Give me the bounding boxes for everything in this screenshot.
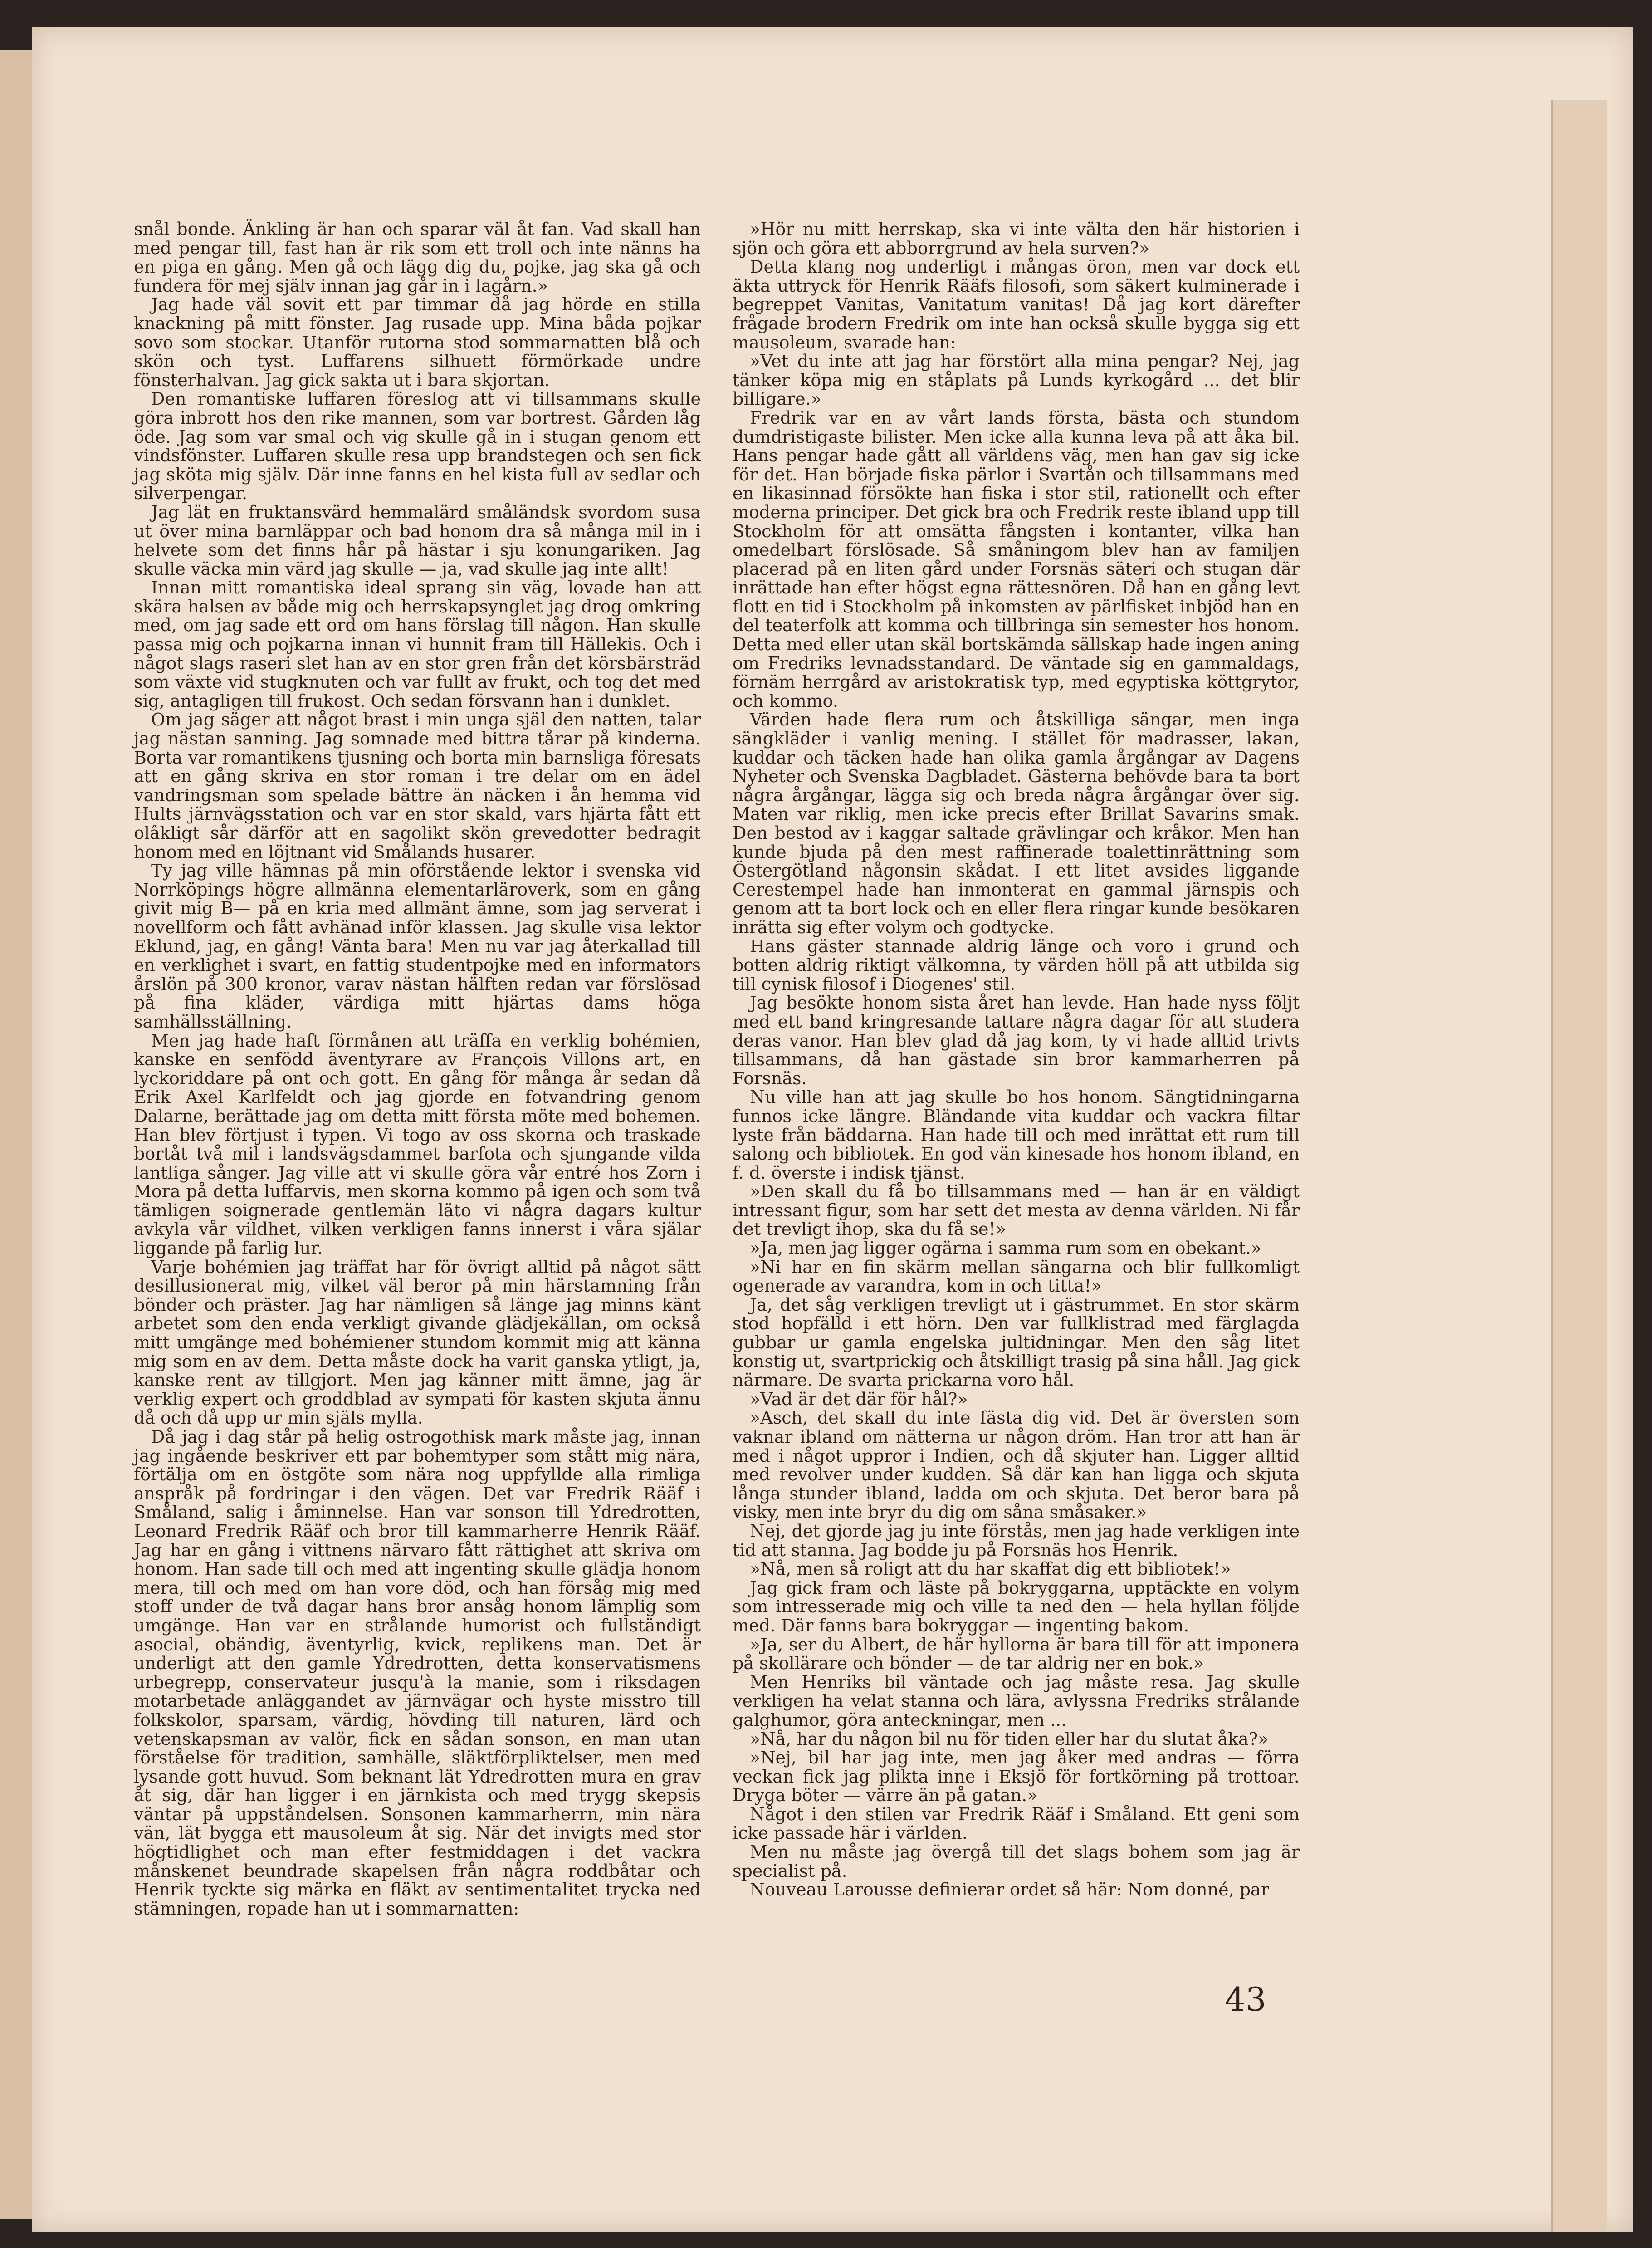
paragraph: Detta klang nog underligt i mångas öron, men var dock ett äkta uttryck för Henrik Rääfs filosofi, som säkert kulminerade i begreppet Vanitas, Vanitatum vanitas! Då jag kort därefter frågade brodern Fredrik om inte han också skulle bygga sig ett mausoleum, svarade han:: [733, 257, 1300, 353]
paragraph: Den romantiske luffaren föreslog att vi tillsammans skulle göra inbrott hos den rike mannen, som var bortrest. Gården låg öde. Jag som var smal och vig skulle gå in i stugan genom ett vindsfönster. Luffaren skulle resa upp brandstegen och sen fick jag sköta mig själv. Där inne fanns en hel kista full av sedlar och silverpengar.: [134, 389, 701, 504]
book-page-edge-left: [0, 50, 32, 2219]
paragraph: »Den skall du få bo tillsammans med — han är en väldigt intressant figur, som har sett det mesta av denna världen. Ni får det trevligt ihop, ska du få se!»: [733, 1181, 1300, 1239]
paragraph: Hans gäster stannade aldrig länge och voro i grund och botten aldrig riktigt välkomna, ty värden höll på att utbilda sig till cynisk filosof i Diogenes' stil.: [733, 936, 1300, 994]
paragraph: Men jag hade haft förmånen att träffa en verklig bohémien, kanske en senfödd äventyrare av François Villons art, en lyckoriddare på ont och gott. En gång för många år sedan då Erik Axel Karlfeldt och jag gjorde en fotvandring genom Dalarne, berättade jag om detta mitt första möte med bohemen. Han blev förtjust i typen. Vi togo av oss skorna och traskade bortåt två mil i landsvägsdammet barfota och sjungande vilda lantliga sånger. Jag ville att vi skulle göra vår entré hos Zorn i Mora på detta luffarvis, men skorna kommo på igen och som två tämligen soignerade gentlemän läto vi några dagars kultur avkyla vår vildhet, vilken verkligen fanns innerst i våra själar liggande på farlig lur.: [134, 1030, 701, 1259]
paragraph: Fredrik var en av vårt lands första, bästa och stundom dumdristigaste bilister. Men icke alla kunna leva på att åka bil. Hans pengar hade gått all världens väg, men han gav sig icke för det. Han började fiska pärlor i Svartån och tillsammans med en likasinnad försökte han fiska i stor stil, rationellt och efter moderna principer. Det gick bra och Fredrik reste ibland upp till Stockholm för att omsätta fångsten i kontanter, vilka han omedelbart förslösade. Så småningom blev han av familjen placerad på en liten gård under Forsnäs säteri och stugan där inrättade han efter högst egna rättesnören. Då han en gång levt flott en tid i Stockholm på inkomsten av pärlfisket inbjöd han en del teaterfolk att komma och tillbringa sin semester hos honom. Detta med eller utan skäl bortskämda sällskap hade ingen aning om Fredriks levnadsstandard. De väntade sig en gammaldags, förnäm herrgård av aristokratisk typ, med egyptiska köttgrytor, och kommo.: [733, 407, 1300, 711]
paragraph: Jag gick fram och läste på bokryggarna, upptäckte en volym som intresserade mig och ville ta ned den — hela hyllan följde med. Där fanns bara bokryggar — ingenting bakom.: [733, 1577, 1300, 1636]
paragraph: »Vad är det där för hål?»: [750, 1389, 968, 1409]
paragraph: Värden hade flera rum och åtskilliga sängar, men inga sängkläder i vanlig mening. I stället för madrasser, lakan, kuddar och täcken hade han olika gamla årgångar av Dagens Nyheter och Svenska Dagbladet. Gästerna behövde bara ta bort några årgångar, lägga sig och breda några årgångar över sig. Maten var riklig, men icke precis efter Brillat Savarins smak. Den bestod av i kaggar saltade grävlingar och kråkor. Men han kunde bjuda på den mest raffinerade toalettinrättning som Östergötland någonsin skådat. I ett litet avsides liggande Cerestempel hade han inmonterat en gammal järnspis och genom att ta bort lock och en eller flera ringar kunde besökaren inrätta sig efter volym och godtycke.: [733, 710, 1300, 937]
paragraph: »Ja, ser du Albert, de här hyllorna är bara till för att imponera på skollärare och bönder — de tar aldrig ner en bok.»: [733, 1634, 1300, 1674]
paragraph: Innan mitt romantiska ideal sprang sin väg, lovade han att skära halsen av både mig och herrskapsynglet jag drog omkring med, om jag sade ett ord om hans förslag till någon. Han skulle passa mig och pojkarna innan vi hunnit fram till Hällekis. Och i något slags raseri slet han av en stor gren från det körsbärsträd som växte vid stugknuten och var fullt av frukt, och tog det med sig, antagligen till frukost. Och sedan försvann han i dunklet.: [134, 578, 701, 711]
paragraph: »Nej, bil har jag inte, men jag åker med andras — förra veckan fick jag plikta inne i Eksjö för fortkörning på trottoar. Dryga böter — värre än på gatan.»: [733, 1748, 1300, 1806]
book-page-edge-right: [1551, 100, 1607, 2232]
paragraph: Nej, det gjorde jag ju inte förstås, men jag hade verkligen inte tid att stanna. Jag bodde ju på Forsnäs hos Henrik.: [733, 1521, 1300, 1560]
paragraph: Jag hade väl sovit ett par timmar då jag hörde en stilla knackning på mitt fönster. Jag rusade upp. Mina båda pojkar sovo som stockar. Utanför rutorna stod sommarnatten blå och skön och tyst. Luffarens silhuett förmörkade undre fönsterhalvan. Jag gick sakta ut i bara skjortan.: [134, 294, 701, 390]
paragraph: Nouveau Larousse definierar ordet så här: Nom donné, par: [750, 1880, 1269, 1900]
paragraph: Men nu måste jag övergå till det slags bohem som jag är specialist på.: [733, 1842, 1300, 1881]
paragraph: »Nå, har du någon bil nu för tiden eller har du slutat åka?»: [750, 1729, 1269, 1749]
paragraph: Något i den stilen var Fredrik Rääf i Småland. Ett geni som icke passade här i världen.: [733, 1804, 1300, 1843]
paragraph: Nu ville han att jag skulle bo hos honom. Sängtidningarna funnos icke längre. Bländande vita kuddar och vackra filtar lyste från bäddarna. Han hade till och med inrättat ett rum till salong och bibliotek. En god vän kinesade hos honom ibland, en f. d. överste i indisk tjänst.: [733, 1087, 1300, 1183]
paragraph: »Nå, men så roligt att du har skaffat dig ett bibliotek!»: [750, 1559, 1231, 1579]
paragraph: »Ni har en fin skärm mellan sängarna och blir fullkomligt ogenerade av varandra, kom in och titta!»: [733, 1257, 1300, 1296]
paragraph: »Asch, det skall du inte fästa dig vid. Det är översten som vaknar ibland om nätterna ur någon dröm. Han tror att han är med i något uppror i Indien, och då skjuter han. Ligger alltid med revolver under kudden. Så där kan han ligga och skjuta långa stunder ibland, ladda om och skjuta. Det beror bara på visky, men inte bryr du dig om såna småsaker.»: [733, 1408, 1300, 1523]
left-text-column: [134, 220, 701, 1918]
paragraph: »Hör nu mitt herrskap, ska vi inte välta den här historien i sjön och göra ett abborrgrund av hela surven?»: [733, 219, 1300, 258]
right-text-column: [733, 220, 1300, 1900]
paragraph: Ja, det såg verkligen trevligt ut i gästrummet. En stor skärm stod hopfälld i ett hörn. Den var fullklistrad med färglagda gubbar ur gamla engelska jultidningar. Men den såg litet konstig ut, svartprickig och åtskilligt trasig på sina håll. Jag gick närmare. De svarta prickarna voro hål.: [733, 1294, 1300, 1391]
paragraph: »Vet du inte att jag har förstört alla mina pengar? Nej, jag tänker köpa mig en ståplats på Lunds kyrkogård ... det blir billigare.»: [733, 351, 1300, 409]
page-number: 43: [1225, 1980, 1266, 2018]
paragraph: »Ja, men jag ligger ogärna i samma rum som en obekant.»: [750, 1238, 1262, 1259]
paragraph: Då jag i dag står på helig ostrogothisk mark måste jag, innan jag ingående beskriver ett par bohemtyper som stått mig nära, förtälja om en östgöte som nära nog uppfyllde alla rimliga anspråk på fordringar i den vägen. Det var Fredrik Rääf i Småland, salig i åminnelse. Han var sonson till Ydredrotten, Leonard Fredrik Rääf och bror till kammarherre Henrik Rääf. Jag har en gång i vittnens närvaro fått rättighet att skriva om honom. Han sade till och med att ingenting skulle glädja honom mera, till och med om han vore död, och han försåg mig med stoff under de två dagar hans bror ansåg honom lämplig som umgänge. Han var en strålande humorist och fullständigt asocial, obändig, äventyrlig, kvick, replikens man. Det är underligt att den gamle Ydredrotten, detta konservatismens urbegrepp, conservateur jusqu'à la manie, som i riksdagen motarbetade anläggandet av järnvägar och hyste misstro till folkskolor, sparsam, värdig, hövding till naturen, lärd och vetenskapsman av valör, fick en sådan sonson, en man utan förståelse för tradition, samhälle, släktförpliktelser, men med lysande gott huvud. Som beknant lät Ydredrotten mura en grav åt sig, där han ligger i en järnkista och med trygg skepsis väntar på uppståndelsen. Sonsonen kammarherrn, min nära vän, lät bygga ett mausoleum åt sig. När det invigts med stor högtidlighet och man efter festmiddagen i det vackra månskenet beundrade skapelsen från några roddbåtar och Henrik tyckte sig märka en fläkt av sentimentalitet trycka ned stämningen, ropade han ut i sommarnatten:: [134, 1427, 701, 1919]
paragraph: Men Henriks bil väntade och jag måste resa. Jag skulle verkligen ha velat stanna och lära, avlyssna Fredriks strålande galghumor, göra anteckningar, men ...: [733, 1672, 1300, 1730]
paragraph: Om jag säger att något brast i min unga själ den natten, talar jag nästan sanning. Jag somnade med bittra tårar på kinderna. Borta var romantikens tjusning och borta min barnsliga föresats att en gång skriva en stor roman i tre delar om en ädel vandringsman som spelade bättre än näcken i ån hemma vid Hults järnvägsstation och var en stor skald, vars hjärta fått ett olâkligt sår därför att en sagolikt skön grevedotter bedragit honom med en löjtnant vid Smålands husarer.: [134, 710, 701, 862]
paragraph: Varje bohémien jag träffat har för övrigt alltid på något sätt desillusionerat mig, vilket väl beror på min härstamning från bönder och präster. Jag har nämligen så länge jag minns känt arbetet som den enda verkligt givande glädjekällan, om också mitt umgänge med bohémiener stundom kommit mig att känna mig som en av dem. Detta måste dock ha varit ganska ytligt, ja, kanske rent av tillgjort. Men jag känner mitt ämne, jag är verklig expert och groddblad av sympati för kasten skjuta ännu då och då upp ur min själs mylla.: [134, 1257, 701, 1428]
paragraph: Jag besökte honom sista året han levde. Han hade nyss följt med ett band kringresande tattare några dagar för att studera deras vanor. Han blev glad då jag kom, ty vi hade alltid trivts tillsammans, då han gästade sin bror kammarherren på Forsnäs.: [733, 993, 1300, 1088]
paragraph: snål bonde. Änkling är han och sparar väl åt fan. Vad skall han med pengar till, fast han är rik som ett troll och inte nänns ha en piga en gång. Men gå och lägg dig du, pojke, jag ska gå och fundera för mej själv innan jag går in i lagårn.»: [134, 219, 701, 296]
paragraph: Jag lät en fruktansvärd hemmalärd småländsk svordom susa ut över mina barnläppar och bad honom dra så många mil in i helvete som det finns hår på hästar i sju konungariken. Jag skulle väcka min värd jag skulle — ja, vad skulle jag inte allt!: [134, 502, 701, 579]
paragraph: Ty jag ville hämnas på min oförstående lektor i svenska vid Norrköpings högre allmänna elementarläroverk, som en gång givit mig B— på en kria med allmänt ämne, som jag serverat i novellform och fått avhänad inför klassen. Jag skulle visa lektor Eklund, jag, en gång! Vänta bara! Men nu var jag återkallad till en verklighet i svart, en fattig studentpojke med en informators årslön på 300 kronor, varav nästan hälften redan var förslösad på fina kläder, värdiga mitt hjärtas dams höga samhällsställning.: [134, 861, 701, 1032]
